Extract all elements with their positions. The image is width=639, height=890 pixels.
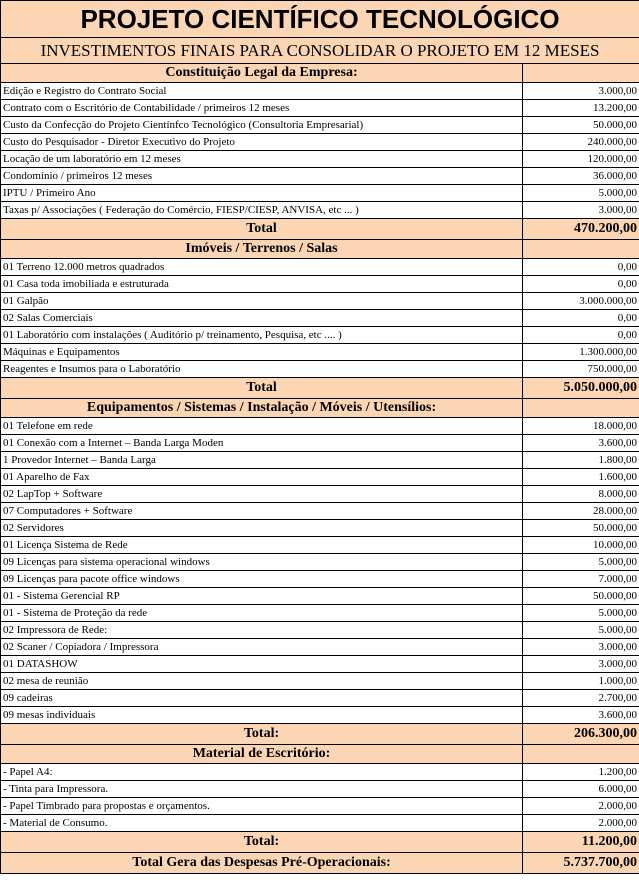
item-value: 3.600,00 bbox=[523, 707, 639, 724]
table-row bbox=[1, 151, 639, 168]
table-row bbox=[1, 588, 639, 605]
table-row bbox=[1, 435, 639, 452]
item-value: 3.600,00 bbox=[523, 435, 639, 452]
table-row bbox=[1, 486, 639, 503]
item-label: IPTU / Primeiro Ano bbox=[1, 185, 523, 202]
page-subtitle: INVESTIMENTOS FINAIS PARA CONSOLIDAR O PROJETO EM 12 MESES bbox=[1, 38, 639, 64]
item-value: 2.700,00 bbox=[523, 690, 639, 707]
table-row bbox=[1, 469, 639, 486]
item-value: 2.000,00 bbox=[523, 815, 639, 832]
section-header-row bbox=[1, 399, 639, 418]
item-value: 240.000,00 bbox=[523, 134, 639, 151]
table-row bbox=[1, 259, 639, 276]
item-label: 02 Salas Comerciais bbox=[1, 310, 523, 327]
item-label: 07 Computadores + Software bbox=[1, 503, 523, 520]
item-value: 13.200,00 bbox=[523, 100, 639, 117]
section-header-row bbox=[1, 745, 639, 764]
section-heading: Constituição Legal da Empresa: bbox=[1, 64, 523, 83]
section-heading-blank bbox=[523, 64, 639, 83]
section-total-row bbox=[1, 219, 639, 240]
item-label: Edição e Registro do Contrato Social bbox=[1, 83, 523, 100]
item-value: 1.800,00 bbox=[523, 452, 639, 469]
section-total-row bbox=[1, 724, 639, 745]
table-row bbox=[1, 571, 639, 588]
item-value: 28.000,00 bbox=[523, 503, 639, 520]
table-row bbox=[1, 83, 639, 100]
item-value: 120.000,00 bbox=[523, 151, 639, 168]
table-row bbox=[1, 452, 639, 469]
item-value: 5.000,00 bbox=[523, 605, 639, 622]
grand-total-value: 5.737.700,00 bbox=[523, 853, 639, 874]
table-row bbox=[1, 117, 639, 134]
item-label: 09 Licenças para pacote office windows bbox=[1, 571, 523, 588]
item-value: 3.000.000,00 bbox=[523, 293, 639, 310]
table-row bbox=[1, 798, 639, 815]
section-header-row bbox=[1, 64, 639, 83]
table-row bbox=[1, 503, 639, 520]
section-total-row bbox=[1, 832, 639, 853]
item-label: 02 Servidores bbox=[1, 520, 523, 537]
item-label: 09 cadeiras bbox=[1, 690, 523, 707]
item-label: - Papel Timbrado para propostas e orçamentos. bbox=[1, 798, 523, 815]
table-row bbox=[1, 605, 639, 622]
section-heading: Imóveis / Terrenos / Salas bbox=[1, 240, 523, 259]
item-label: 02 mesa de reunião bbox=[1, 673, 523, 690]
item-value: 50.000,00 bbox=[523, 117, 639, 134]
item-label: 01 DATASHOW bbox=[1, 656, 523, 673]
table-row bbox=[1, 815, 639, 832]
item-value: 2.000,00 bbox=[523, 798, 639, 815]
item-value: 750.000,00 bbox=[523, 361, 639, 378]
page-title: PROJETO CIENTÍFICO TECNOLÓGICO bbox=[1, 1, 639, 38]
grand-total-row bbox=[1, 853, 639, 874]
item-label: 01 Telefone em rede bbox=[1, 418, 523, 435]
table-row bbox=[1, 537, 639, 554]
item-value: 1.600,00 bbox=[523, 469, 639, 486]
item-label: 01 - Sistema de Proteção da rede bbox=[1, 605, 523, 622]
table-row bbox=[1, 185, 639, 202]
item-value: 3.000,00 bbox=[523, 639, 639, 656]
total-value: 470.200,00 bbox=[523, 219, 639, 240]
table-row bbox=[1, 276, 639, 293]
item-value: 1.000,00 bbox=[523, 673, 639, 690]
total-label: Total bbox=[1, 219, 523, 240]
table-row bbox=[1, 327, 639, 344]
item-value: 5.000,00 bbox=[523, 622, 639, 639]
item-value: 3.000,00 bbox=[523, 202, 639, 219]
section-heading-blank bbox=[523, 745, 639, 764]
table-row bbox=[1, 622, 639, 639]
item-label: Custo do Pesquisador - Diretor Executivo do Projeto bbox=[1, 134, 523, 151]
section-heading: Material de Escritório: bbox=[1, 745, 523, 764]
section-heading: Equipamentos / Sistemas / Instalação / Móveis / Utensílios: bbox=[1, 399, 523, 418]
item-label: Taxas p/ Associações ( Federação do Comércio, FIESP/CIESP, ANVISA, etc ... ) bbox=[1, 202, 523, 219]
table-row bbox=[1, 202, 639, 219]
item-value: 0,00 bbox=[523, 310, 639, 327]
table-row bbox=[1, 134, 639, 151]
table-row bbox=[1, 554, 639, 571]
table-row bbox=[1, 690, 639, 707]
item-value: 3.000,00 bbox=[523, 656, 639, 673]
item-label: Locação de um laboratório em 12 meses bbox=[1, 151, 523, 168]
table-row bbox=[1, 656, 639, 673]
total-label: Total: bbox=[1, 724, 523, 745]
item-label: 01 Aparelho de Fax bbox=[1, 469, 523, 486]
table-row bbox=[1, 361, 639, 378]
item-label: 01 Conexão com a Internet – Banda Larga Moden bbox=[1, 435, 523, 452]
item-label: 09 mesas individuais bbox=[1, 707, 523, 724]
item-label: 01 Casa toda imobiliada e estruturada bbox=[1, 276, 523, 293]
item-label: 02 Scaner / Copiadora / Impressora bbox=[1, 639, 523, 656]
table-row bbox=[1, 168, 639, 185]
item-value: 50.000,00 bbox=[523, 588, 639, 605]
table-row bbox=[1, 418, 639, 435]
item-value: 8.000,00 bbox=[523, 486, 639, 503]
total-value: 5.050.000,00 bbox=[523, 378, 639, 399]
item-label: 01 Laboratório com instalações ( Auditório p/ treinamento, Pesquisa, etc .... ) bbox=[1, 327, 523, 344]
item-label: 01 - Sistema Gerencial RP bbox=[1, 588, 523, 605]
item-value: 18.000,00 bbox=[523, 418, 639, 435]
table-row bbox=[1, 673, 639, 690]
item-label: 09 Licenças para sistema operacional windows bbox=[1, 554, 523, 571]
table-row bbox=[1, 310, 639, 327]
item-label: Reagentes e Insumos para o Laboratório bbox=[1, 361, 523, 378]
item-label: 02 Impressora de Rede: bbox=[1, 622, 523, 639]
item-label: 1 Provedor Internet – Banda Larga bbox=[1, 452, 523, 469]
item-label: 02 LapTop + Software bbox=[1, 486, 523, 503]
item-value: 0,00 bbox=[523, 259, 639, 276]
section-total-row bbox=[1, 378, 639, 399]
item-label: Condomínio / primeiros 12 meses bbox=[1, 168, 523, 185]
total-value: 11.200,00 bbox=[523, 832, 639, 853]
item-label: - Papel A4: bbox=[1, 764, 523, 781]
table-row bbox=[1, 764, 639, 781]
item-value: 3.000,00 bbox=[523, 83, 639, 100]
item-value: 10.000,00 bbox=[523, 537, 639, 554]
table-row bbox=[1, 344, 639, 361]
item-label: 01 Galpão bbox=[1, 293, 523, 310]
item-label: Custo da Confecção do Projeto Cientínfco Tecnológico (Consultoria Empresarial) bbox=[1, 117, 523, 134]
total-label: Total bbox=[1, 378, 523, 399]
item-value: 0,00 bbox=[523, 276, 639, 293]
table-row bbox=[1, 100, 639, 117]
table-row bbox=[1, 293, 639, 310]
total-label: Total: bbox=[1, 832, 523, 853]
item-value: 50.000,00 bbox=[523, 520, 639, 537]
item-value: 0,00 bbox=[523, 327, 639, 344]
item-value: 7.000,00 bbox=[523, 571, 639, 588]
item-label: Contrato com o Escritório de Contabilidade / primeiros 12 meses bbox=[1, 100, 523, 117]
item-value: 6.000,00 bbox=[523, 781, 639, 798]
item-label: Máquinas e Equipamentos bbox=[1, 344, 523, 361]
table-row bbox=[1, 639, 639, 656]
table-row bbox=[1, 781, 639, 798]
section-header-row bbox=[1, 240, 639, 259]
item-label: - Material de Consumo. bbox=[1, 815, 523, 832]
item-label: 01 Terreno 12.000 metros quadrados bbox=[1, 259, 523, 276]
item-value: 5.000,00 bbox=[523, 554, 639, 571]
item-value: 36.000,00 bbox=[523, 168, 639, 185]
item-value: 1.200,00 bbox=[523, 764, 639, 781]
total-value: 206.300,00 bbox=[523, 724, 639, 745]
table-row bbox=[1, 520, 639, 537]
section-heading-blank bbox=[523, 240, 639, 259]
item-value: 1.300.000,00 bbox=[523, 344, 639, 361]
table-row bbox=[1, 707, 639, 724]
item-label: - Tinta para Impressora. bbox=[1, 781, 523, 798]
grand-total-label: Total Gera das Despesas Pré-Operacionais: bbox=[1, 853, 523, 874]
item-label: 01 Licença Sistema de Rede bbox=[1, 537, 523, 554]
item-value: 5.000,00 bbox=[523, 185, 639, 202]
section-heading-blank bbox=[523, 399, 639, 418]
